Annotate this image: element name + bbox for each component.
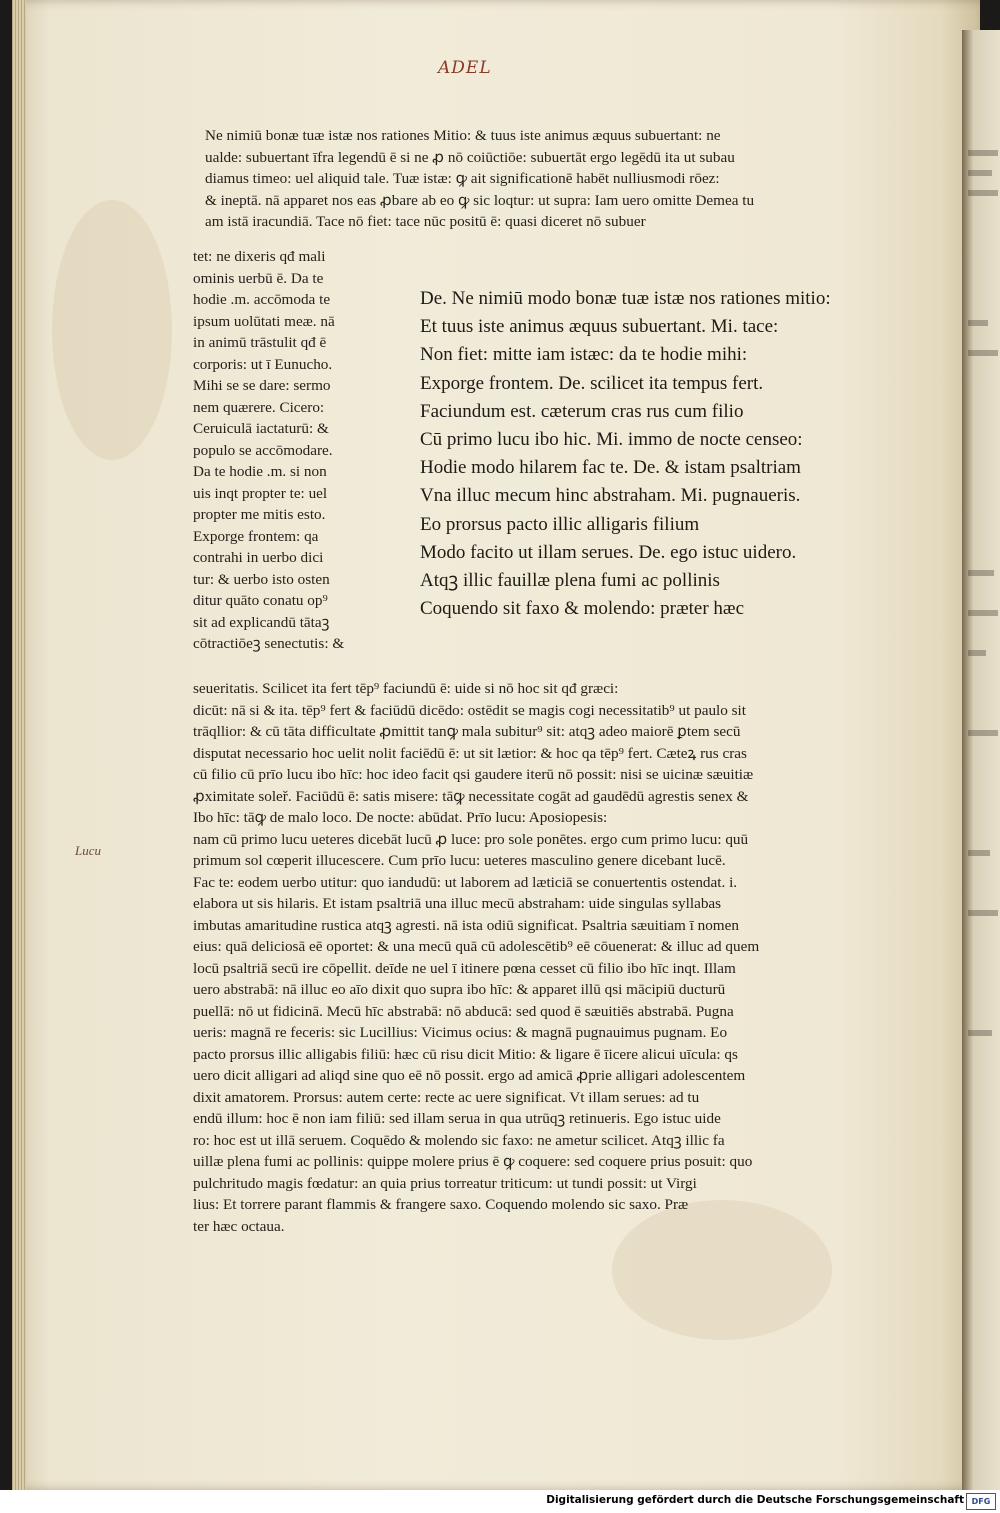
verse-line: Modo facito ut illam serues. De. ego istuc uidero. [420,541,797,563]
verse-text-block [420,285,910,623]
facing-page-edge [962,30,1000,1490]
verse-line: Atqꝫ illic fauillæ plena fumi ac pollinis [420,569,720,591]
verse-line: Cū primo lucu ibo hic. Mi. immo de nocte censeo: [420,428,803,450]
commentary-line: Mihi se se dare: sermo [193,377,331,394]
commentary-line: imbutas amaritudine rustica atqꝫ agresti. nā ista odiū significat. Psaltria sæuitiam ī nomen [193,916,739,934]
commentary-line: uis inqt propter te: uel [193,484,328,502]
commentary-line: ꝓximitate soleř. Faciūdū ē: satis misere: tāꝙ necessitate cogāt ad gaudēdū agrestis senex & [193,787,749,805]
verse-line: Et tuus iste animus æquus subuertant. Mi. tace: [420,316,779,338]
commentary-line: cū filio cū prīo lucu ibo hīc: hoc ideo facit qsi gaudere iterū nō possit: nisi se uicinæ sæuitiæ [193,766,754,783]
commentary-line: tur: & uerbo isto osten [193,570,330,588]
commentary-line: sit ad explicandū tātaꝫ [193,613,330,631]
running-header: ADEL [438,58,492,78]
commentary-line: Ibo hīc: tāꝙ de malo loco. De nocte: abūdat. Prīo lucu: Aposiopesis: [193,809,608,826]
commentary-line: elabora ut sis hilaris. Et istam psaltriā una illuc mecū abstraham: uide singulas syllabas [193,895,722,912]
verse-line: Exporge frontem. De. scilicet ita tempus fert. [420,372,764,394]
commentary-line: & ineptā. nā apparet nos eas ꝓbare ab eo ꝙ sic loqtur: ut supra: Iam uero omitte Demea tu [205,191,755,209]
commentary-line: dixit amatorem. Prorsus: autem certe: recte ac uere significat. Vt illam serues: ad tu [193,1088,700,1106]
verse-line: De. Ne nimiū modo bonæ tuæ istæ nos rationes mitio: [420,288,831,309]
commentary-line: Fac te: eodem uerbo utitur: quo iandudū: ut laborem ad læticiā se conuertentis ostendat. i. [193,873,738,891]
commentary-line: Ne nimiū bonæ tuæ istæ nos rationes Mitio: & tuus iste animus æquus subuertant: ne [205,127,721,144]
commentary-line: pulchritudo magis fœdatur: an quia prius torreatur triticum: ut tundi possit: ut Virgi [193,1174,697,1192]
commentary-line: uero dicit alligari ad aliqd sine quo eē nō possit. ergo ad amicā ꝓprie alligari adolescentem [193,1067,746,1084]
commentary-line: cōtractiōeꝫ senectutis: & [193,635,345,652]
left-commentary-column [193,246,405,655]
commentary-line: seueritatis. Scilicet ita fert tēp⁹ faciundū ē: uide si nō hoc sit qđ græci: [193,680,619,697]
commentary-line: nem quærere. Cicero: [193,398,325,416]
commentary-line: nam cū primo lucu ueteres dicebāt lucū ꝓ luce: pro sole ponētes. ergo cum primo lucu: quū [193,830,749,848]
commentary-line: ominis uerbū ē. Da te [193,269,324,287]
commentary-line: ter hæc octaua. [193,1217,285,1235]
commentary-line: corporis: ut ī Eunucho. [193,355,333,373]
commentary-line: pacto prorsus illic alligabis filiū: hæc cū risu dicit Mitio: & ligare ē īicere alicui uīcula: qs [193,1045,738,1063]
commentary-line: locū psaltriā secū ire cōpellit. deīde ne uel ī itinere pœna cesset cū filio ibo hīc inqt. Illam [193,959,736,977]
commentary-line: ipsum uolūtati meæ. nā [193,312,335,330]
commentary-line: in animū trāstulit qđ ē [193,334,327,351]
commentary-line: Ceruiculā iactaturū: & [193,420,329,437]
bottom-commentary [193,678,908,1237]
margin-annotation: Lucu [75,843,101,858]
paper-stain [52,200,172,460]
commentary-line: ditur quāto conatu op⁹ [193,592,328,609]
verse-line: Vna illuc mecum hinc abstraham. Mi. pugnaueris. [420,485,801,507]
commentary-line: dicūt: nā si & ita. tēp⁹ fert & faciūdū dicēdo: ostēdit se magis cogi necessitatib⁹ ut paulo sit [193,701,746,719]
verse-line: Eo prorsus pacto illic alligaris filium [420,513,700,535]
verse-line: Hodie modo hilarem fac te. De. & istam psaltriam [420,457,801,479]
commentary-line: ueris: magnā re feceris: sic Lucillius: Vicimus ocius: & magnā pugnauimus pugnam. Eo [193,1024,728,1041]
commentary-line: Exporge frontem: qa [193,527,319,545]
commentary-line: ualde: subuertant īfra legendū ē si ne ꝓ nō coiūctiōe: subuertāt ergo legēdū ita ut subau [205,148,735,166]
commentary-line: diamus timeo: uel aliquid tale. Tuæ istæ: ꝙ ait significationē habēt nulliusmodi rōez: [205,170,720,187]
commentary-line: hodie .m. accōmoda te [193,291,331,308]
commentary-line: trāqllior: & cū tāta difficultate ꝓmittit tanꝙ mala subitur⁹ sit: atqꝫ adeo maiorē ꝑtem secū [193,723,741,740]
commentary-line: lius: Et torrere parant flammis & frangere saxo. Coquendo molendo sic saxo. Præ [193,1196,689,1213]
verse-line: Coquendo sit faxo & molendo: præter hæc [420,598,745,620]
commentary-line: uero abstrabā: nā illuc eo aīo dixit quo supra ibo hīc: & apparet illū qsi mācipiū ducturū [193,981,726,998]
commentary-line: ro: hoc est ut illā seruem. Coquēdo & molendo sic faxo: ne ametur scilicet. Atqꝫ illic fa [193,1131,725,1149]
verse-line: Faciundum est. cæterum cras rus cum filio [420,400,744,422]
commentary-line: populo se accōmodare. [193,441,333,459]
commentary-line: tet: ne dixeris qđ mali [193,248,326,265]
commentary-line: uillæ plena fumi ac pollinis: quippe molere prius ē ꝙ coquere: sed coquere prius posuit: quo [193,1153,753,1170]
commentary-line: eius: quā deliciosā eē oportet: & una mecū quā cū adolescētib⁹ eē cōuenerat: & illuc ad quem [193,938,760,955]
commentary-line: Da te hodie .m. si non [193,463,327,480]
verse-line: Non fiet: mitte iam istæc: da te hodie mihi: [420,344,748,366]
page-fore-edge [12,0,26,1490]
commentary-line: am istā iracundiā. Tace nō fiet: tace nūc positū ē: quasi diceret nō subuer [205,213,646,230]
digitization-credit: Digitalisierung gefördert durch die Deutsche Forschungsgemeinschaft [546,1494,964,1506]
top-commentary [205,125,905,233]
commentary-line: contrahi in uerbo dici [193,549,324,566]
commentary-line: puellā: nō ut fidicinā. Mecū hīc abstrabā: nō abducā: sed quod ē sæuitiēs abstrabā. Pugna [193,1002,734,1020]
commentary-line: endū illum: hoc ē non iam filiū: sed illam serua in qua utrūqꝫ retinueris. Ego istuc uide [193,1110,721,1127]
commentary-line: primum sol cœperit illucescere. Cum prīo lucu: ueteres masculino genere dicebant lucē. [193,852,726,869]
commentary-line: disputat necessario hoc uelit nolit faciēdū ē: ut sit lætior: & hoc qa tēp⁹ fert. Cæteꝝ rus cras [193,744,747,762]
commentary-line: propter me mitis esto. [193,506,326,523]
dfg-logo: DFG [966,1493,996,1510]
